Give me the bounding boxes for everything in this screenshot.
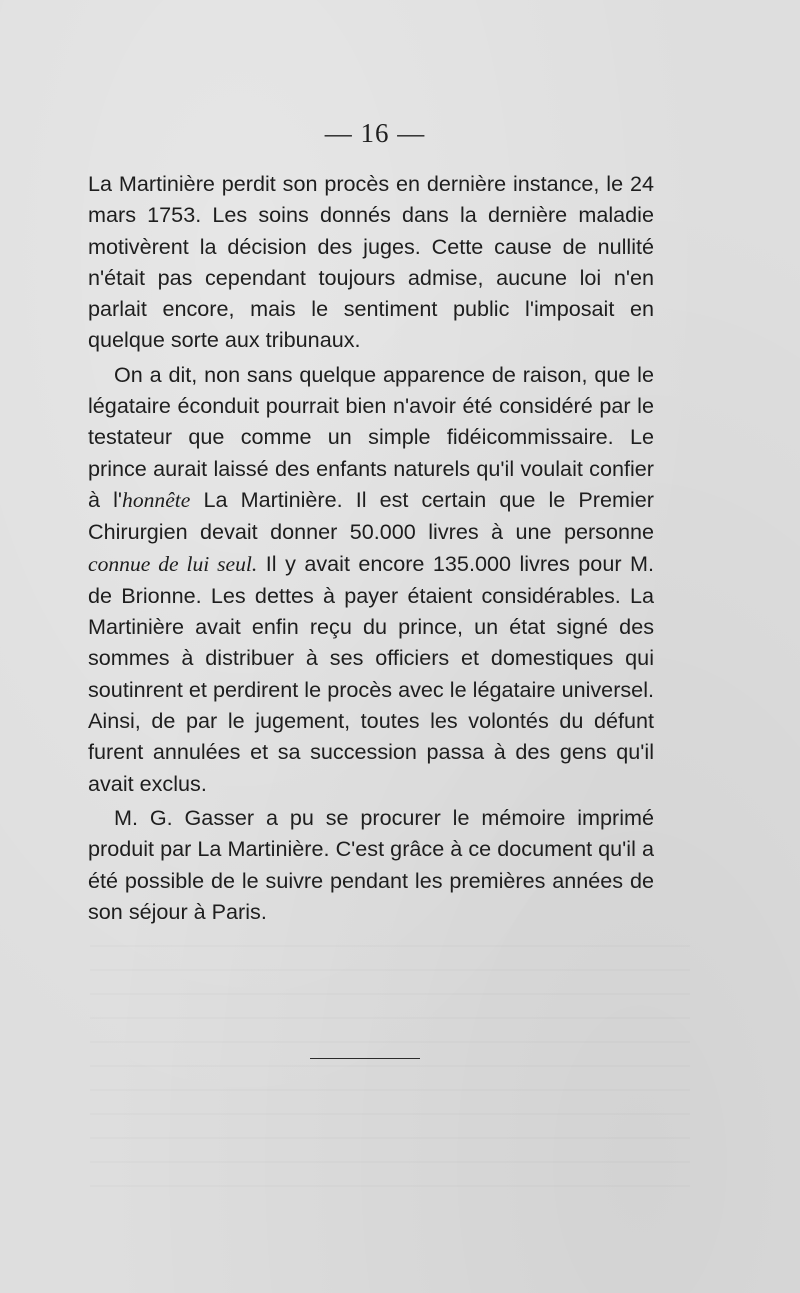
italic-term: honnête: [122, 487, 191, 512]
paragraph-text: La Martinière. Il est certain que le Premier Chirurgien devait donner 50.000 livres à une personne: [88, 486, 654, 545]
paragraph-1: [88, 168, 654, 356]
paragraph-text: M. G. Gasser a pu se procurer le mémoire imprimé produit par La Martinière. C'est grâce à ce document qu'il a été possible de le suivre pendant les premières années de son séjour à Paris.: [88, 804, 654, 924]
paragraph-2: [88, 359, 654, 799]
paragraph-text: On a dit, non sans quelque apparence de raison, que le légataire éconduit pourrait bien n'avoir été considéré par le testateur que comme un simple fidéicommissaire. Le prince aurait laissé des enfants naturels qu'il voulait confier à l': [88, 361, 654, 512]
page-number: — 16 —: [324, 118, 426, 148]
paragraph-text: Il y avait encore 135.000 livres pour M. de Brionne. Les dettes à payer étaient considérables. La Martinière avait enfin reçu du prince, un état signé des sommes à distribuer à ses officiers et domestiques qui soutinrent et perdirent le procès avec le légataire universel. Ainsi, de par le jugement, toutes les volontés du défunt furent annulées et sa succession passa à des gens qu'il avait exclus.: [88, 550, 654, 796]
italic-phrase: connue de lui seul.: [88, 551, 258, 576]
show-through-texture: [90, 945, 690, 1205]
paragraph-text: La Martinière perdit son procès en dernière instance, le 24 mars 1753. Les soins donnés dans la dernière maladie motivèrent la décision des juges. Cette cause de nullité n'était pas cependant toujours admise, aucune loi n'en parlait encore, mais le sentiment public l'imposait en quelque sorte aux tribunaux.: [88, 171, 654, 353]
end-rule: [310, 1058, 420, 1059]
paragraph-3: [88, 802, 654, 927]
body-text: [88, 168, 654, 930]
